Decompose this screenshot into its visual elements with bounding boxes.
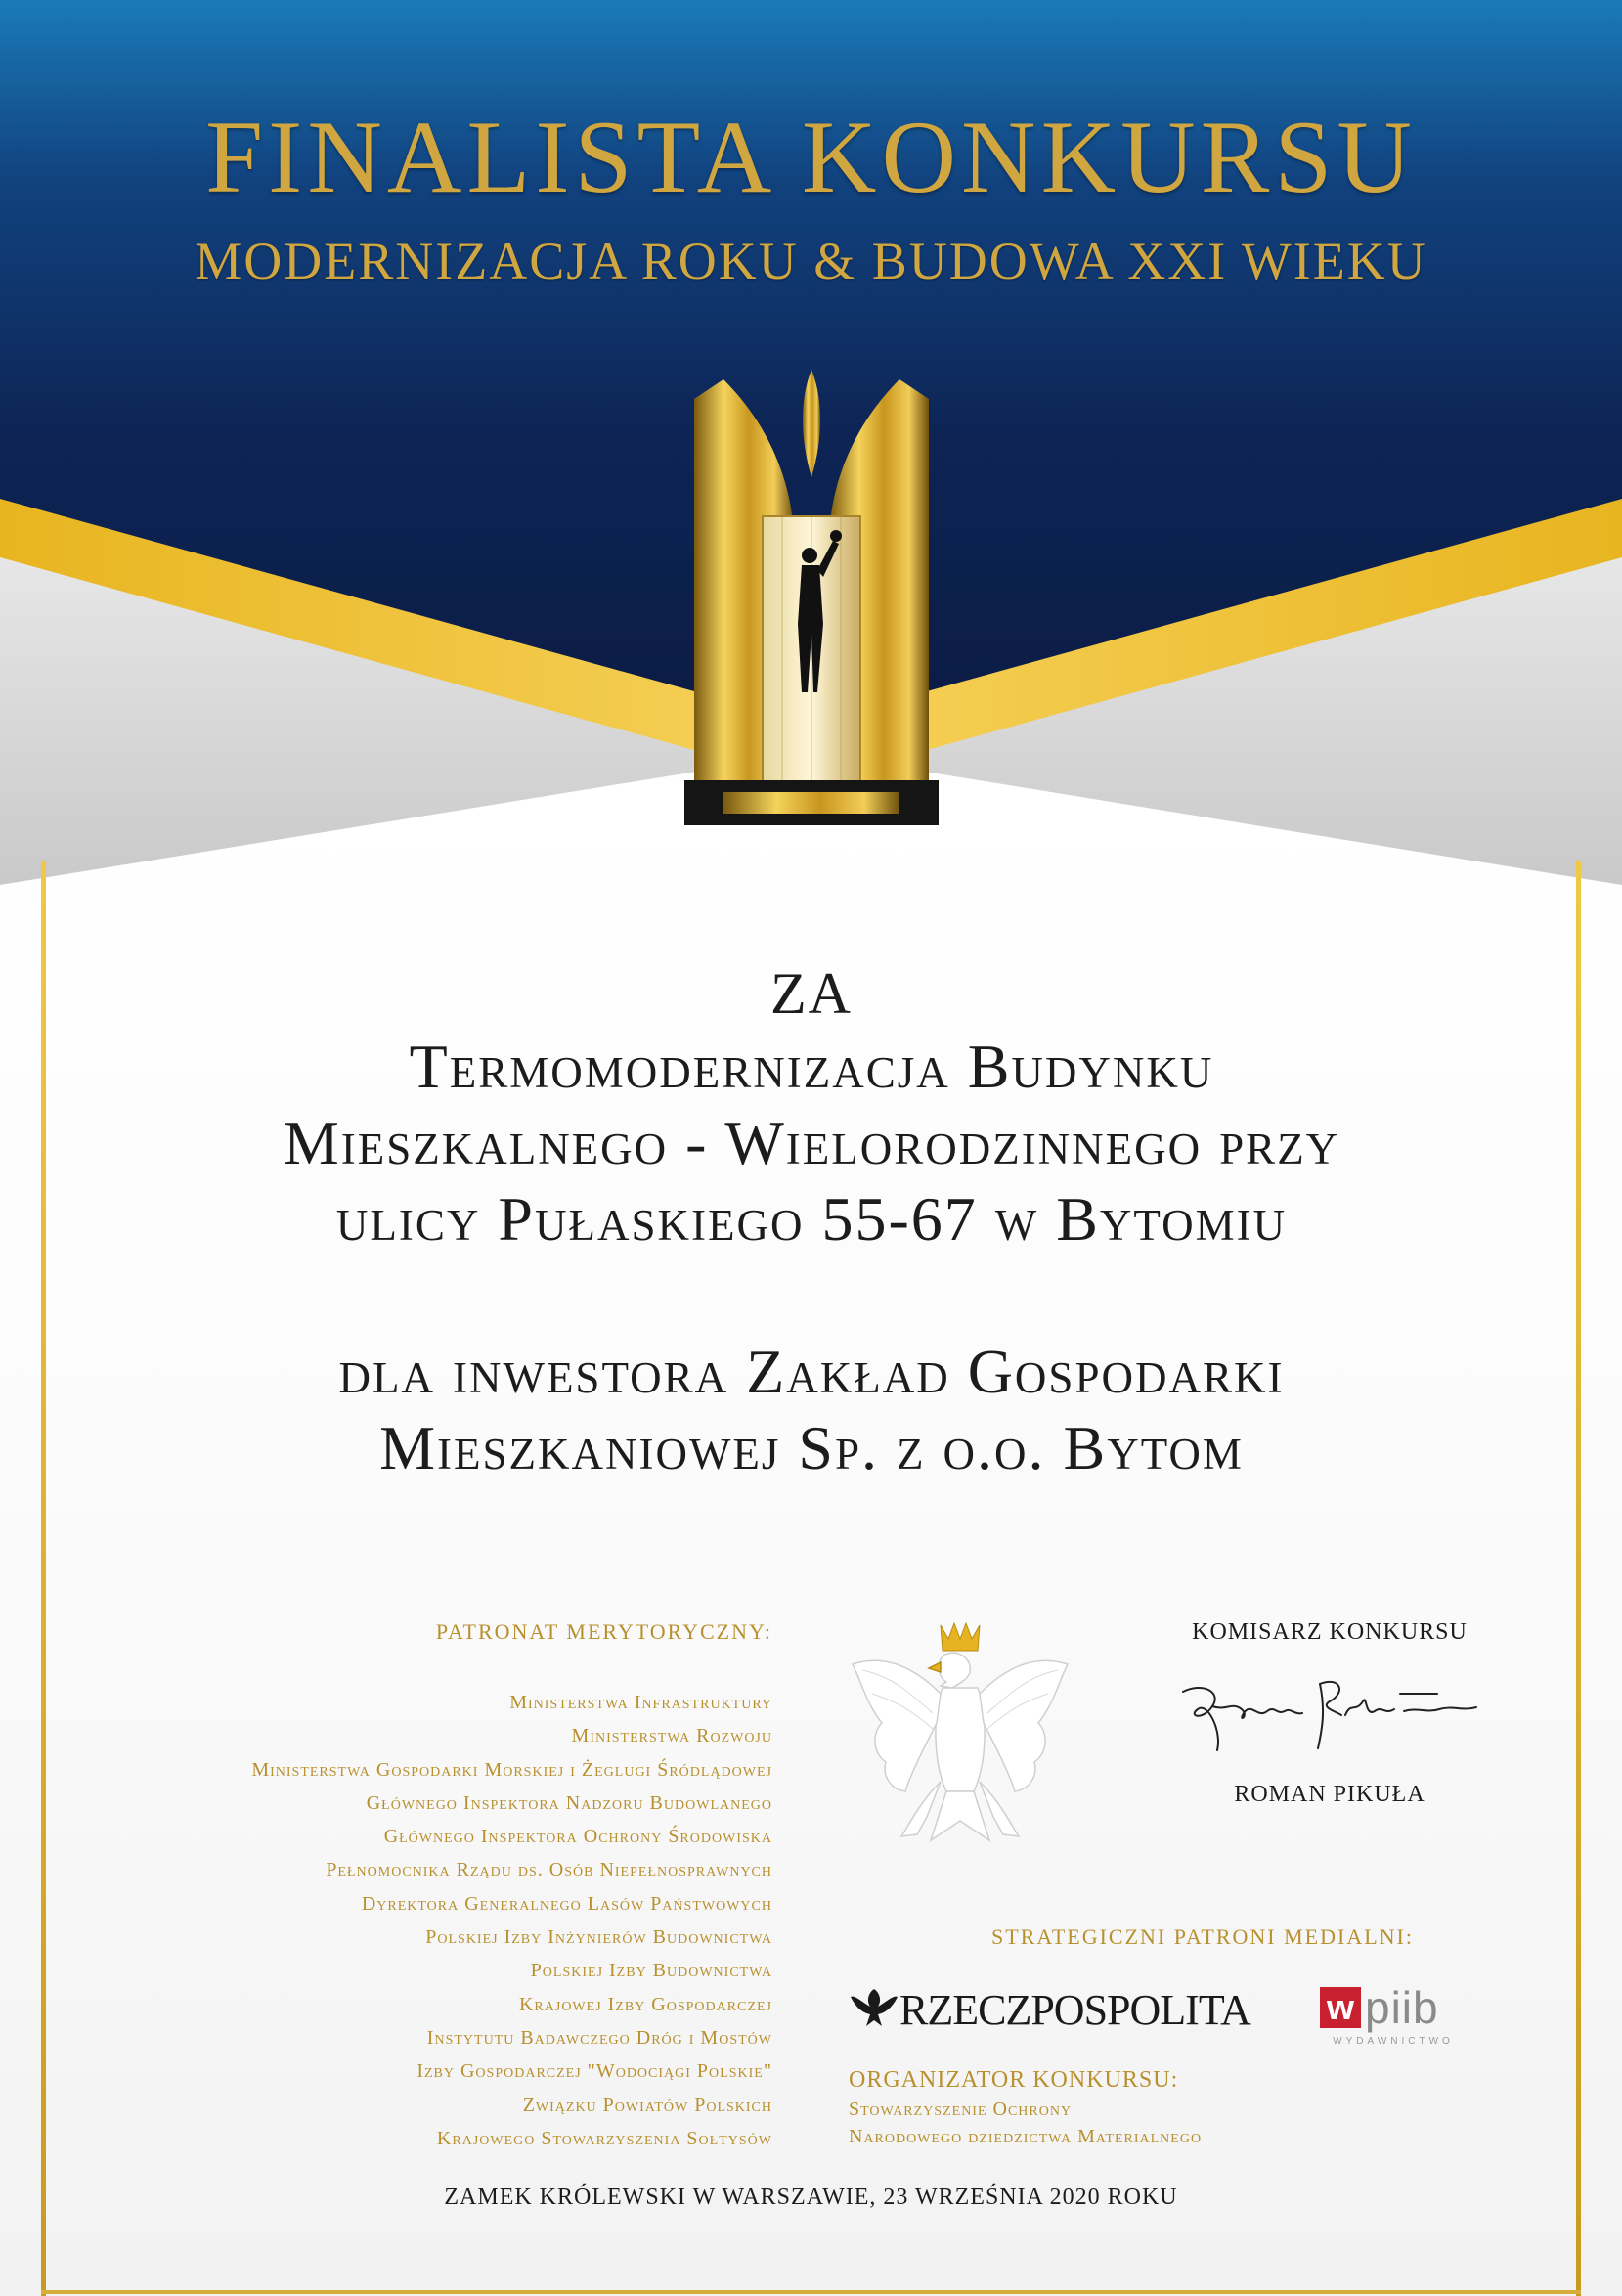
- patronat-item: Polskiej Izby Budownictwa: [530, 1960, 772, 1982]
- wpiib-w-icon: w: [1320, 1987, 1361, 2028]
- rzeczpospolita-logo: [849, 1979, 1250, 2034]
- wpiib-logo: [1320, 1981, 1467, 2059]
- organizer-line-1: Stowarzyszenie Ochrony: [849, 2098, 1073, 2120]
- patronat-item: Ministerstwa Rozwoju: [571, 1725, 772, 1747]
- certificate-title: FINALISTA KONKURSU: [205, 100, 1417, 214]
- patronat-item: Izby Gospodarczej "Wodociągi Polskie": [416, 2060, 772, 2083]
- project-line-1: Termomodernizacja Budynku: [409, 1032, 1214, 1101]
- trophy-icon: [684, 370, 939, 825]
- certificate-subtitle: MODERNIZACJA ROKU & BUDOWA XXI WIEKU: [195, 232, 1427, 290]
- project-title: [88, 1029, 1535, 1258]
- patronat-item: Krajowej Izby Gospodarczej: [518, 1993, 772, 2015]
- project-line-3: ulicy Pułaskiego 55-67 w Bytomiu: [335, 1184, 1288, 1254]
- polish-eagle-emblem-icon: [843, 1615, 1077, 1885]
- rzeczpospolita-wordmark: RZECZPOSPOLITA: [899, 1986, 1250, 2034]
- patronat-item: Głównego Inspektora Ochrony Środowiska: [383, 1826, 772, 1848]
- investor-line-2: Mieszkaniowej Sp. z o.o. Bytom: [379, 1413, 1244, 1482]
- patronat-item: Związku Powiatów Polskich: [522, 2094, 772, 2116]
- rzeczpospolita-eagle-icon: [849, 1983, 899, 2030]
- investor-line-1: dla inwestora Zakład Gospodarki: [338, 1337, 1285, 1406]
- award-prefix: ZA: [770, 961, 853, 1026]
- patronat-item: Dyrektora Generalnego Lasów Państwowych: [361, 1892, 772, 1915]
- investor-text: [88, 1334, 1535, 1486]
- komisarz-title: KOMISARZ KONKURSU: [1192, 1619, 1468, 1645]
- project-line-2: Mieszkalnego - Wielorodzinnego przy: [283, 1108, 1340, 1177]
- patronat-item: Ministerstwa Infrastruktury: [509, 1692, 772, 1713]
- organizer-title: ORGANIZATOR KONKURSU:: [849, 2067, 1179, 2093]
- patronat-item: Pełnomocnika Rządu ds. Osób Niepełnosprawnych: [326, 1859, 772, 1881]
- patronat-list: [39, 1686, 772, 2155]
- media-patrons-title: STRATEGICZNI PATRONI MEDIALNI:: [991, 1924, 1414, 1949]
- patronat-item: Ministerstwa Gospodarki Morskiej i Żeglugi Śródlądowej: [251, 1758, 772, 1781]
- komisarz-name: ROMAN PIKUŁA: [1234, 1782, 1425, 1807]
- patronat-item: Głównego Inspektora Nadzoru Budowlanego: [366, 1791, 772, 1814]
- handwritten-signature: [1173, 1672, 1486, 1760]
- patronat-title: PATRONAT MERYTORYCZNY:: [435, 1619, 772, 1644]
- patronat-item: Polskiej Izby Inżynierów Budownictwa: [425, 1926, 772, 1949]
- footer-place-date: ZAMEK KRÓLEWSKI W WARSZAWIE, 23 WRZEŚNIA 2020 ROKU: [444, 2185, 1178, 2210]
- patronat-item: Instytutu Badawczego Dróg i Mostów: [426, 2026, 772, 2049]
- wpiib-wordmark: piib: [1365, 1982, 1439, 2033]
- wpiib-subtitle: WYDAWNICTWO: [1333, 2036, 1454, 2047]
- patronat-item: Krajowego Stowarzyszenia Sołtysów: [436, 2127, 772, 2149]
- organizer-line-2: Narodowego dziedzictwa Materialnego: [849, 2126, 1203, 2147]
